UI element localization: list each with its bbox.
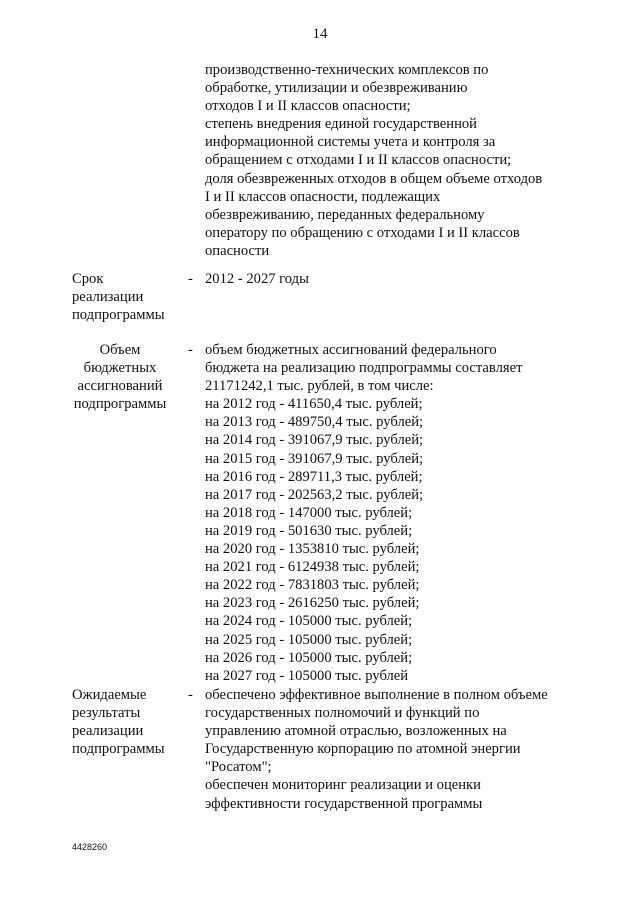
- budget-year-line: на 2018 год - 147000 тыс. рублей;: [205, 504, 413, 521]
- separator-dash: -: [188, 342, 193, 358]
- budget-year-line: на 2021 год - 6124938 тыс. рублей;: [205, 559, 420, 576]
- text-line: степень внедрения единой государственной: [205, 116, 477, 133]
- label-line: Ожидаемые: [72, 687, 147, 703]
- label-line: реализации: [72, 723, 144, 740]
- budget-year-line: на 2025 год - 105000 тыс. рублей;: [205, 631, 413, 648]
- label-line: ассигнований: [77, 378, 163, 395]
- text-line: доля обезвреженных отходов в общем объеме отходов: [205, 170, 543, 187]
- text-line: отходов I и II классов опасности;: [205, 98, 411, 115]
- budget-year-line: на 2019 год - 501630 тыс. рублей;: [205, 522, 413, 539]
- budget-year-line: на 2023 год - 2616250 тыс. рублей;: [205, 595, 420, 612]
- budget-year-line: на 2024 год - 105000 тыс. рублей;: [205, 613, 413, 630]
- budget-year-line: на 2012 год - 411650,4 тыс. рублей;: [205, 396, 423, 413]
- text-line: 21171242,1 тыс. рублей, в том числе:: [205, 378, 434, 395]
- label-line: подпрограммы: [72, 741, 165, 758]
- term-content: [205, 270, 585, 288]
- budget-year-line: на 2013 год - 489750,4 тыс. рублей;: [205, 414, 424, 431]
- label-line: реализации: [72, 289, 144, 306]
- budget-year-line: на 2020 год - 1353810 тыс. рублей;: [205, 541, 420, 558]
- text-line: "Росатом";: [205, 759, 272, 776]
- budget-year-line: на 2022 год - 7831803 тыс. рублей;: [205, 577, 420, 594]
- text-line: оператору по обращению с отходами I и II классов: [205, 224, 520, 241]
- label-line: бюджетных: [83, 360, 157, 377]
- label-line: подпрограммы: [72, 307, 165, 324]
- separator-dash: -: [188, 271, 193, 287]
- label-line: Срок: [72, 271, 104, 287]
- text-line: обеспечен мониторинг реализации и оценки: [205, 777, 481, 794]
- text-line: эффективности государственной программы: [205, 795, 483, 812]
- term-label: [72, 270, 182, 324]
- text-line: обработке, утилизации и обезвреживанию: [205, 80, 468, 97]
- text-line: управлению атомной отраслью, возложенных на: [205, 723, 507, 740]
- document-code: 4428260: [72, 842, 108, 852]
- label-line: подпрограммы: [73, 396, 167, 413]
- budget-year-line: на 2026 год - 105000 тыс. рублей;: [205, 649, 413, 666]
- text-line: бюджета на реализацию подпрограммы составляет: [205, 360, 523, 377]
- text-line: 2012 - 2027 годы: [205, 271, 309, 287]
- text-line: производственно-технических комплексов по: [205, 62, 489, 78]
- text-line: опасности: [205, 242, 270, 259]
- page-number: 14: [312, 26, 328, 42]
- results-content: [205, 686, 585, 813]
- text-line: обращением с отходами I и II классов опасности;: [205, 152, 512, 169]
- intro-text: [205, 61, 542, 260]
- budget-year-line: на 2015 год - 391067,9 тыс. рублей;: [205, 450, 424, 467]
- separator-dash: -: [188, 687, 193, 703]
- results-label: [72, 686, 182, 758]
- budget-year-line: на 2017 год - 202563,2 тыс. рублей;: [205, 486, 424, 503]
- text-line: государственных полномочий и функций по: [205, 705, 480, 722]
- text-line: обезвреживанию, переданных федеральному: [205, 206, 485, 223]
- label-line: Объем: [99, 342, 141, 358]
- text-line: информационной системы учета и контроля за: [205, 134, 496, 151]
- label-line: результаты: [72, 705, 141, 722]
- budget-year-line: на 2014 год - 391067,9 тыс. рублей;: [205, 432, 424, 449]
- text-line: объем бюджетных ассигнований федерального: [205, 342, 497, 358]
- budget-label: [70, 341, 170, 413]
- budget-year-line: на 2016 год - 289711,3 тыс. рублей;: [205, 468, 423, 485]
- text-line: обеспечено эффективное выполнение в полном объеме: [205, 687, 548, 703]
- budget-year-line: на 2027 год - 105000 тыс. рублей: [205, 667, 409, 684]
- budget-content: [205, 341, 585, 685]
- text-line: I и II классов опасности, подлежащих: [205, 188, 441, 205]
- text-line: Государственную корпорацию по атомной энергии: [205, 741, 521, 758]
